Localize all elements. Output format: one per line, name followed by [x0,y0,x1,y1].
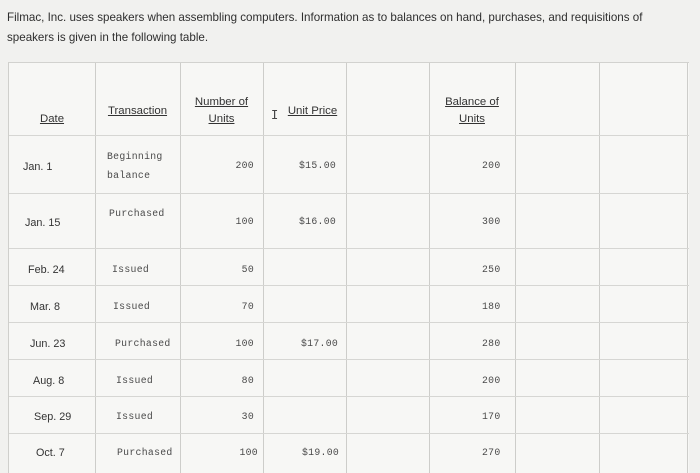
row-transaction: Issued [116,411,154,422]
row-date: Jan. 15 [25,217,61,229]
grid-line [9,433,689,434]
grid-line [9,285,689,286]
row-units: 200 [235,160,254,171]
grid-line [9,396,689,397]
row-balance: 200 [482,160,501,171]
header-unit-price: Unit Price [287,105,338,117]
row-transaction: Purchased [115,338,171,349]
row-units: 50 [241,264,254,275]
header-transaction: Transaction [107,105,168,117]
row-units: 80 [241,375,254,386]
header-number-of-units: Number of Units [194,96,249,125]
row-balance: 280 [482,338,501,349]
grid-line [9,248,689,249]
grid-line [9,193,689,194]
row-transaction: Issued [112,264,150,275]
row-balance: 250 [482,264,501,275]
row-transaction: Issued [116,375,154,386]
row-transaction: Purchased [109,208,165,219]
row-balance: 270 [482,447,501,458]
row-date: Feb. 24 [28,264,65,276]
row-date: Mar. 8 [30,301,61,313]
row-units: 30 [241,411,254,422]
row-transaction: Purchased [117,447,173,458]
row-unit-price: $15.00 [299,160,337,171]
row-date: Aug. 8 [33,375,65,387]
grid-line [515,63,516,473]
row-transaction: balance [107,170,151,181]
row-balance: 180 [482,301,501,312]
row-units: 100 [239,447,258,458]
grid-line [263,63,264,473]
row-transaction: Beginning [107,151,163,162]
row-transaction: Issued [113,301,151,312]
text-cursor-icon: Ι [271,108,279,122]
header-balance-of-units: Balance of Units [445,96,499,125]
header-date: Date [39,113,65,125]
grid-line [9,135,689,136]
row-balance: 170 [482,411,501,422]
row-date: Sep. 29 [34,411,72,423]
row-date: Jan. 1 [23,161,53,173]
problem-statement: Filmac, Inc. uses speakers when assembling computers. Information as to balances on hand, purchases, and requisitions of speakers is given in the following table. [7,11,643,44]
grid-line [599,63,600,473]
row-balance: 300 [482,216,501,227]
grid-line [346,63,347,473]
grid-line [95,63,96,473]
row-units: 70 [241,301,254,312]
row-balance: 200 [482,375,501,386]
row-unit-price: $16.00 [299,216,337,227]
grid-line [9,359,689,360]
row-units: 100 [235,338,254,349]
row-date: Jun. 23 [30,338,66,350]
inventory-table [8,62,689,473]
grid-line [9,322,689,323]
row-unit-price: $19.00 [302,447,340,458]
grid-line [687,63,688,473]
row-units: 100 [235,216,254,227]
row-date: Oct. 7 [36,447,65,459]
row-unit-price: $17.00 [301,338,339,349]
